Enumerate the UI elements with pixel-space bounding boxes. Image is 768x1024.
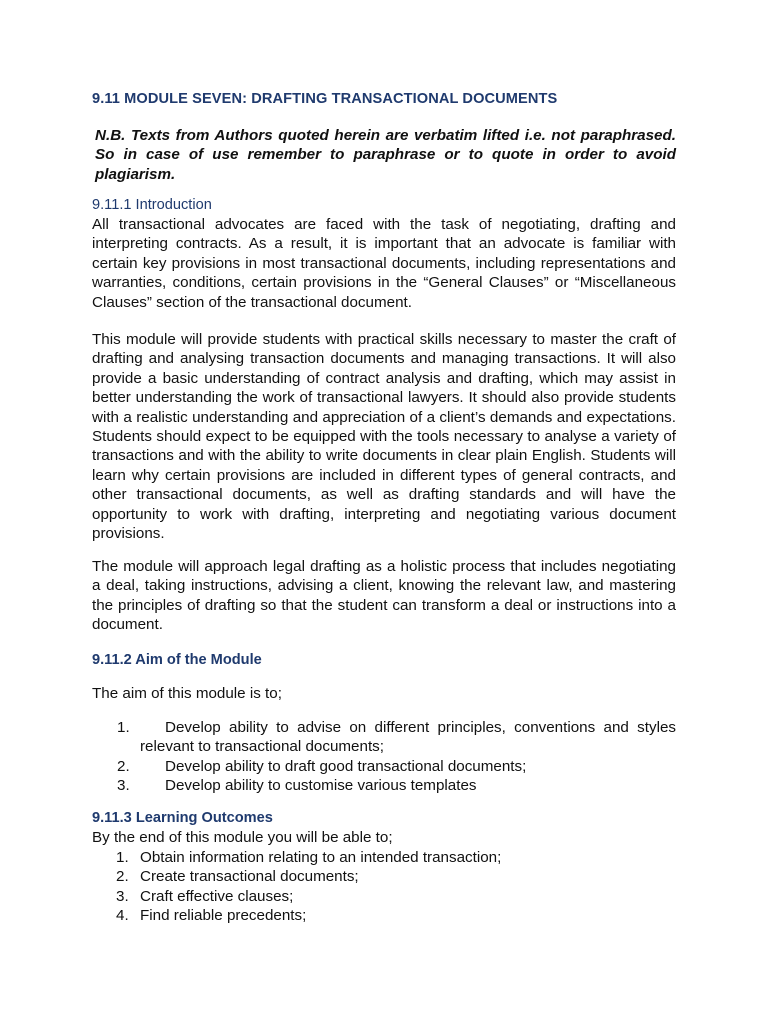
- plagiarism-note: N.B. Texts from Authors quoted herein are verbatim lifted i.e. not paraphrased. So in case of use remember to paraphrase or to quote in order to avoid plagiarism.: [95, 127, 676, 183]
- list-item: [92, 906, 676, 925]
- list-number: 1.: [116, 849, 129, 866]
- list-text: Create transactional documents;: [140, 868, 359, 886]
- list-item: [92, 867, 676, 886]
- aim-heading: 9.11.2 Aim of the Module: [92, 652, 262, 668]
- outcomes-lead: By the end of this module you will be able to;: [92, 829, 393, 846]
- outcomes-list: [92, 848, 676, 926]
- list-number: 1.: [117, 719, 130, 736]
- intro-paragraph-1: All transactional advocates are faced with the task of negotiating, drafting and interpreting contracts. As a result, it is important that an advocate is familiar with certain key provisions in most transactional documents, including representations and warranties, conditions, certain provisions in the “General Clauses” or “Miscellaneous Clauses” section of the transactional document.: [92, 216, 676, 311]
- aim-lead: The aim of this module is to;: [92, 685, 282, 702]
- page-title: 9.11 MODULE SEVEN: DRAFTING TRANSACTIONAL DOCUMENTS: [92, 91, 558, 107]
- list-text: Develop ability to draft good transactional documents;: [165, 757, 527, 775]
- aim-list: [92, 718, 676, 796]
- list-item: [92, 776, 676, 795]
- list-item: [92, 848, 676, 867]
- list-number: 2.: [117, 757, 130, 775]
- outcomes-heading: 9.11.3 Learning Outcomes: [92, 810, 273, 826]
- list-number: 3.: [116, 887, 129, 905]
- list-number: 4.: [116, 907, 129, 925]
- list-item: [92, 718, 676, 757]
- list-number: 2.: [116, 868, 129, 886]
- intro-heading: 9.11.1 Introduction: [92, 197, 212, 213]
- list-text: Find reliable precedents;: [140, 907, 307, 925]
- list-number: 3.: [117, 777, 130, 795]
- list-text: Develop ability to advise on different principles, conventions and styles relevant to transactional documents;: [140, 719, 676, 756]
- intro-paragraph-2: This module will provide students with practical skills necessary to master the craft of drafting and analysing transaction documents and managing transactions. It will also provide a basic understanding of contract analysis and drafting, which may assist in better understanding the work of transactional lawyers. It should also provide students with a realistic understanding and appreciation of a client’s demands and expectations. Students should expect to be equipped with the tools necessary to analyse a variety of transactions and with the ability to write documents in clear plain English. Students will learn why certain provisions are included in different types of general contracts, and other transactional documents, as well as drafting standards and will have the opportunity to work with drafting, interpreting and negotiating various document provisions.: [92, 331, 676, 543]
- list-text: Craft effective clauses;: [140, 887, 294, 905]
- intro-paragraph-3: The module will approach legal drafting as a holistic process that includes negotiating a deal, taking instructions, advising a client, knowing the relevant law, and mastering the principles of drafting so that the student can transform a deal or instructions into a document.: [92, 558, 676, 634]
- list-item: [92, 887, 676, 906]
- list-text: Obtain information relating to an intended transaction;: [140, 849, 502, 866]
- list-item: [92, 757, 676, 776]
- list-text: Develop ability to customise various templates: [165, 777, 477, 795]
